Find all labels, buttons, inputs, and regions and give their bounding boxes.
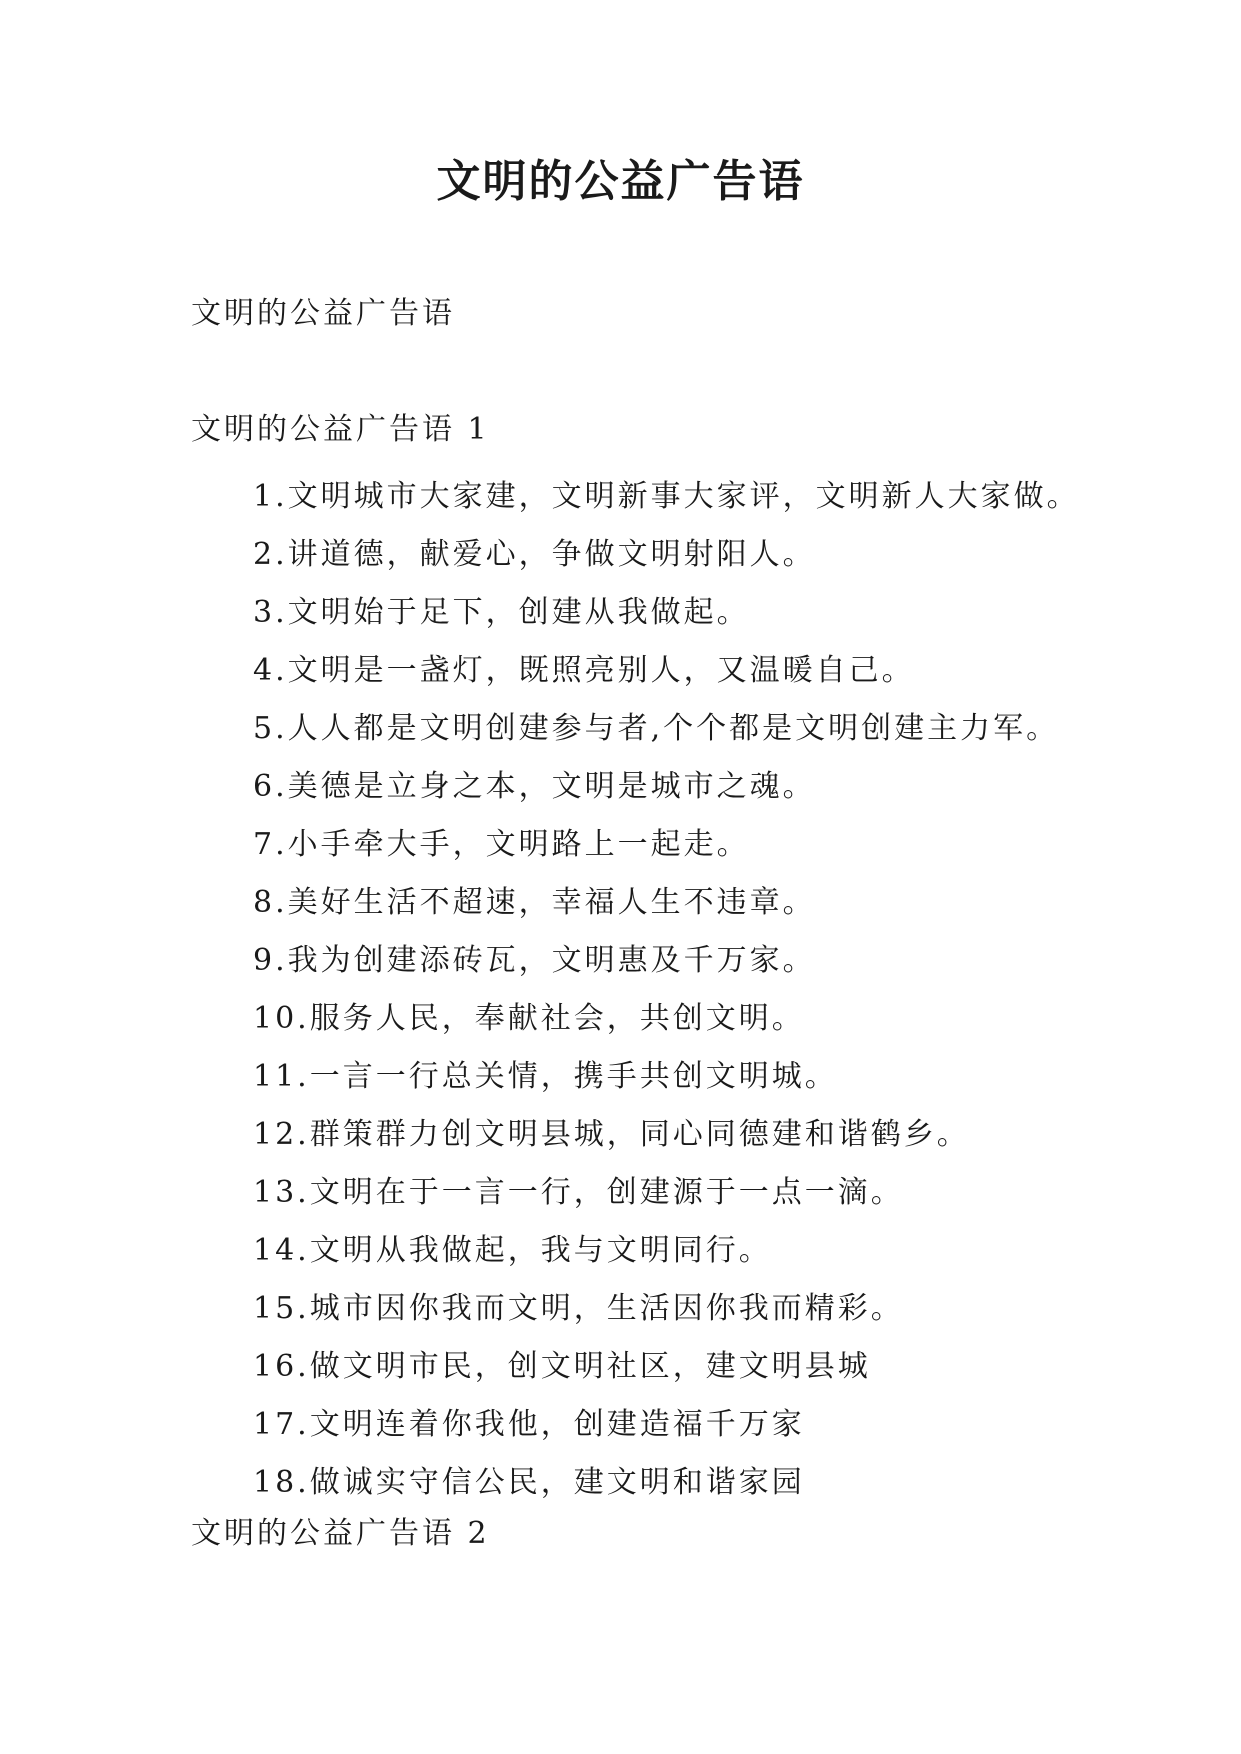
slogan-item: 14.文明从我做起，我与文明同行。	[253, 1233, 772, 1268]
slogan-item: 16.做文明市民，创文明社区，建文明县城	[253, 1349, 871, 1384]
slogan-item: 11.一言一行总关情，携手共创文明城。	[253, 1059, 838, 1094]
slogan-item: 1.文明城市大家建，文明新事大家评，文明新人大家做。	[253, 479, 1080, 514]
slogan-list	[253, 468, 1080, 1512]
slogan-item: 6.美德是立身之本，文明是城市之魂。	[253, 769, 816, 804]
slogan-item: 4.文明是一盏灯，既照亮别人，又温暖自己。	[253, 653, 915, 688]
slogan-item: 10.服务人民，奉献社会，共创文明。	[253, 1001, 805, 1036]
slogan-item: 12.群策群力创文明县城，同心同德建和谐鹤乡。	[253, 1117, 970, 1152]
document-title: 文明的公益广告语	[436, 156, 805, 207]
slogan-item: 8.美好生活不超速，幸福人生不违章。	[253, 885, 816, 920]
slogan-item: 9.我为创建添砖瓦，文明惠及千万家。	[253, 943, 816, 978]
section-heading-1: 文明的公益广告语 1	[191, 412, 490, 447]
slogan-item: 17.文明连着你我他，创建造福千万家	[253, 1407, 805, 1442]
slogan-item: 13.文明在于一言一行，创建源于一点一滴。	[253, 1175, 904, 1210]
slogan-item: 5.人人都是文明创建参与者,个个都是文明创建主力军。	[253, 711, 1060, 746]
slogan-item: 2.讲道德，献爱心，争做文明射阳人。	[253, 537, 816, 572]
slogan-item: 15.城市因你我而文明，生活因你我而精彩。	[253, 1291, 904, 1326]
document-subtitle: 文明的公益广告语	[191, 296, 455, 331]
slogan-item: 3.文明始于足下，创建从我做起。	[253, 595, 750, 630]
slogan-item: 7.小手牵大手，文明路上一起走。	[253, 827, 750, 862]
slogan-item: 18.做诚实守信公民，建文明和谐家园	[253, 1465, 805, 1500]
section-heading-2: 文明的公益广告语 2	[191, 1516, 490, 1551]
